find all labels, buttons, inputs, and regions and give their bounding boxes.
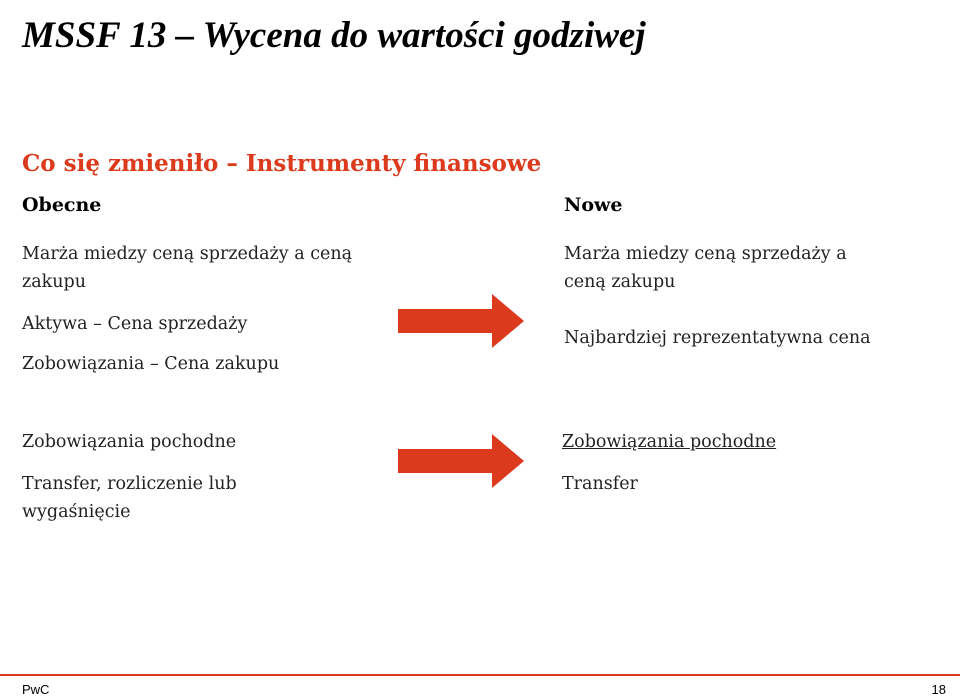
new-derivatives-heading: Zobowiązania pochodne [562, 432, 777, 452]
footer-divider [0, 674, 960, 676]
new-heading: Nowe [564, 194, 623, 216]
current-derivatives-heading: Zobowiązania pochodne [22, 432, 237, 452]
new-representative-price: Najbardziej reprezentatywna cena [564, 328, 871, 348]
page-title: MSSF 13 – Wycena do wartości godziwej [22, 15, 646, 56]
current-derivatives-line2: wygaśnięcie [22, 502, 131, 522]
arrow-right-icon [398, 294, 524, 348]
current-heading: Obecne [22, 194, 102, 216]
new-margin-line1: Marża miedzy ceną sprzedaży a [564, 244, 847, 264]
page-number: 18 [931, 682, 946, 697]
current-derivatives-line1: Transfer, rozliczenie lub [22, 474, 237, 494]
brand-label: PwC [22, 682, 50, 697]
current-assets: Aktywa – Cena sprzedaży [22, 314, 248, 334]
current-liabilities: Zobowiązania – Cena zakupu [22, 354, 280, 374]
section-subtitle: Co się zmieniło – Instrumenty finansowe [22, 150, 542, 177]
new-margin-line2: ceną zakupu [564, 272, 676, 292]
current-margin-line1: Marża miedzy ceną sprzedaży a ceną [22, 244, 353, 264]
current-margin-line2: zakupu [22, 272, 87, 292]
arrow-right-icon [398, 434, 524, 488]
new-derivatives-text: Transfer [562, 474, 638, 494]
